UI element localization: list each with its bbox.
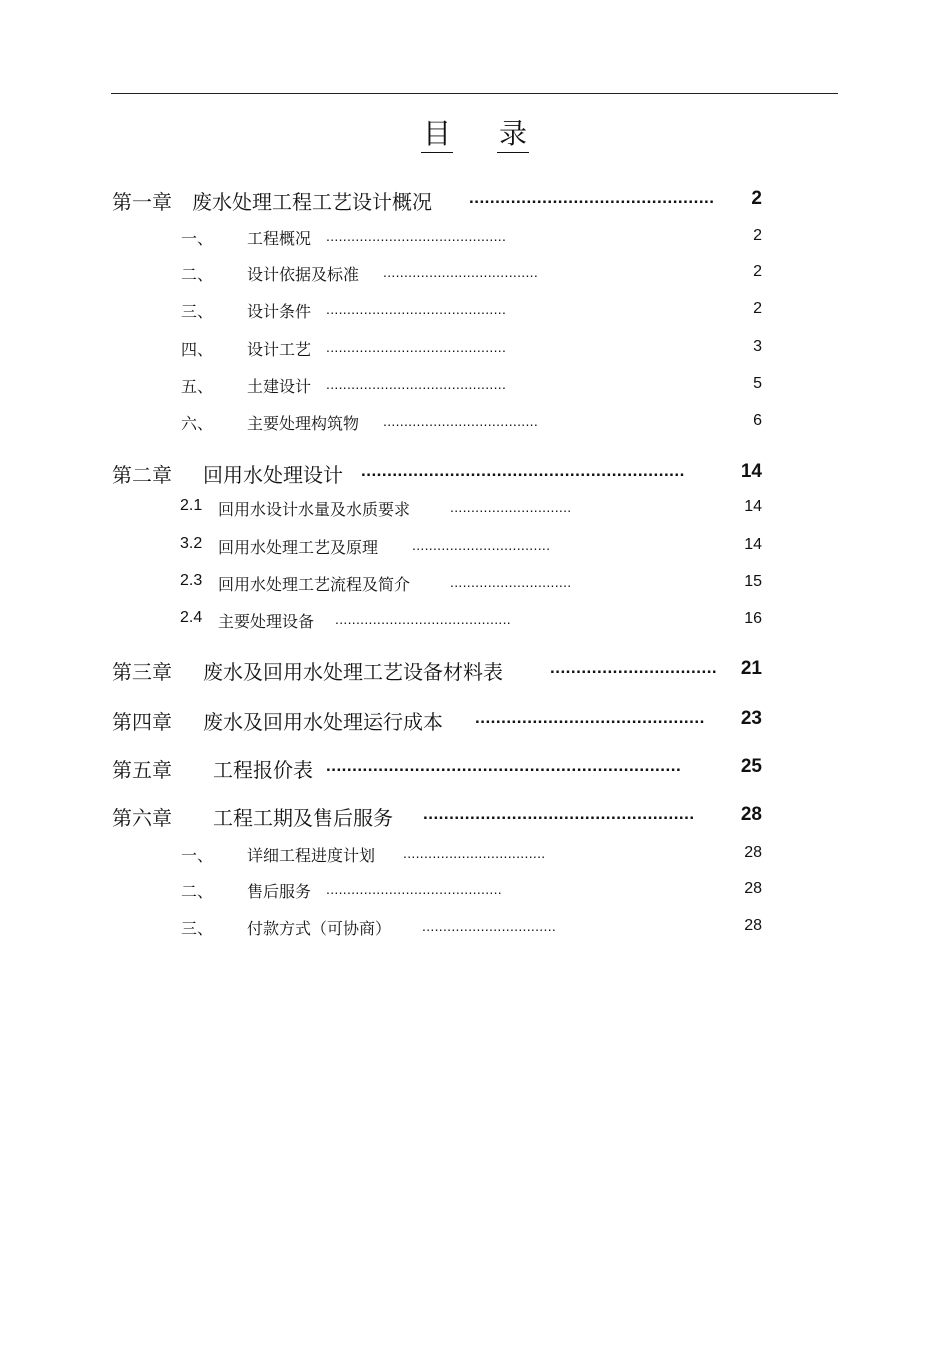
- chapter-title: 回用水处理设计: [203, 463, 343, 487]
- toc-section-6-2[interactable]: [0, 879, 950, 907]
- toc-section-2-3[interactable]: [0, 572, 950, 600]
- toc-chapter-1[interactable]: [0, 186, 950, 214]
- section-title: 回用水处理工艺及原理: [218, 538, 379, 557]
- leader-dots: ............................................: [475, 708, 705, 727]
- toc-chapter-3[interactable]: [0, 656, 950, 684]
- leader-dots: ................................: [422, 918, 557, 934]
- toc-section-6-3[interactable]: [0, 916, 950, 944]
- leader-dots: .................................: [412, 537, 551, 553]
- toc-section-2-2[interactable]: [0, 535, 950, 563]
- page-number: 2: [753, 227, 762, 244]
- page-number: 14: [744, 536, 762, 553]
- page-number: 14: [744, 498, 762, 515]
- chapter-title: 工程工期及售后服务: [213, 806, 393, 830]
- section-title: 土建设计: [247, 377, 312, 396]
- toc-section-6-1[interactable]: [0, 843, 950, 871]
- section-number: 二、: [181, 882, 214, 901]
- page-number: 6: [753, 412, 762, 429]
- page-number: 5: [753, 375, 762, 392]
- page-number: 16: [744, 610, 762, 627]
- page-number: 28: [744, 880, 762, 897]
- section-number: 六、: [181, 414, 214, 433]
- leader-dots: ...............................................: [469, 188, 715, 207]
- section-number: 三、: [181, 919, 214, 938]
- section-title: 回用水处理工艺流程及简介: [218, 575, 411, 594]
- chapter-title: 废水处理工程工艺设计概况: [192, 190, 432, 214]
- leader-dots: .....................................: [383, 264, 539, 280]
- page-number: 28: [744, 844, 762, 861]
- toc-section-1-3[interactable]: [0, 299, 950, 327]
- section-number: 2.3: [180, 572, 203, 589]
- page-number: 15: [744, 573, 762, 590]
- section-title: 设计条件: [247, 302, 312, 321]
- leader-dots: ..........................................: [326, 881, 502, 897]
- leader-dots: ....................................................................: [326, 756, 682, 775]
- section-title: 工程概况: [247, 229, 312, 248]
- section-number: 2.4: [180, 609, 203, 626]
- toc-section-2-1[interactable]: [0, 497, 950, 525]
- leader-dots: ..............................................................: [361, 461, 685, 480]
- toc-chapter-5[interactable]: [0, 754, 950, 782]
- section-title: 详细工程进度计划: [247, 846, 376, 865]
- section-title: 主要处理构筑物: [247, 414, 360, 433]
- chapter-number: 第五章: [112, 758, 172, 782]
- header-rule: [111, 93, 838, 94]
- page-number: 28: [744, 917, 762, 934]
- toc-chapter-6[interactable]: [0, 802, 950, 830]
- chapter-number: 第二章: [112, 463, 172, 487]
- toc-title-char1: 目: [421, 117, 453, 153]
- toc-title: [0, 112, 950, 152]
- section-number: 四、: [181, 340, 214, 359]
- toc-section-1-4[interactable]: [0, 337, 950, 365]
- page-number: 2: [753, 263, 762, 280]
- section-number: 2.1: [180, 497, 203, 514]
- section-title: 设计依据及标准: [247, 265, 360, 284]
- toc-section-1-6[interactable]: [0, 411, 950, 439]
- section-number: 三、: [181, 302, 214, 321]
- section-number: 3.2: [180, 535, 203, 552]
- page-number: 28: [740, 804, 762, 825]
- toc-chapter-4[interactable]: [0, 706, 950, 734]
- toc-section-2-4[interactable]: [0, 609, 950, 637]
- page-number: 25: [740, 756, 762, 777]
- chapter-number: 第六章: [112, 806, 172, 830]
- leader-dots: ...........................................: [326, 228, 507, 244]
- toc-title-char2: 录: [497, 117, 529, 153]
- page-number: 3: [753, 338, 762, 355]
- leader-dots: .............................: [450, 574, 572, 590]
- leader-dots: .............................: [450, 499, 572, 515]
- chapter-number: 第四章: [112, 710, 172, 734]
- leader-dots: ...........................................: [326, 301, 507, 317]
- section-title: 主要处理设备: [218, 612, 315, 631]
- page-number: 2: [753, 300, 762, 317]
- toc-section-1-5[interactable]: [0, 374, 950, 402]
- page-number: 23: [740, 708, 762, 729]
- leader-dots: ....................................................: [423, 804, 695, 823]
- chapter-title: 废水及回用水处理运行成本: [203, 710, 443, 734]
- toc-chapter-2[interactable]: [0, 459, 950, 487]
- section-title: 售后服务: [247, 882, 312, 901]
- toc-section-1-1[interactable]: [0, 226, 950, 254]
- section-title: 付款方式（可协商）: [247, 919, 392, 938]
- page-number: 2: [751, 188, 762, 209]
- chapter-title: 废水及回用水处理工艺设备材料表: [203, 660, 503, 684]
- leader-dots: ..........................................: [335, 611, 511, 627]
- page-number: 21: [740, 658, 762, 679]
- page-number: 14: [740, 461, 762, 482]
- leader-dots: .....................................: [383, 413, 539, 429]
- section-title: 回用水设计水量及水质要求: [218, 500, 411, 519]
- leader-dots: ...........................................: [326, 376, 507, 392]
- section-number: 一、: [181, 229, 214, 248]
- chapter-title: 工程报价表: [213, 758, 313, 782]
- leader-dots: ...........................................: [326, 339, 507, 355]
- section-title: 设计工艺: [247, 340, 312, 359]
- section-number: 五、: [181, 377, 214, 396]
- chapter-number: 第三章: [112, 660, 172, 684]
- leader-dots: ..................................: [403, 845, 546, 861]
- section-number: 一、: [181, 846, 214, 865]
- leader-dots: ................................: [550, 658, 718, 677]
- toc-section-1-2[interactable]: [0, 262, 950, 290]
- section-number: 二、: [181, 265, 214, 284]
- chapter-number: 第一章: [112, 190, 172, 214]
